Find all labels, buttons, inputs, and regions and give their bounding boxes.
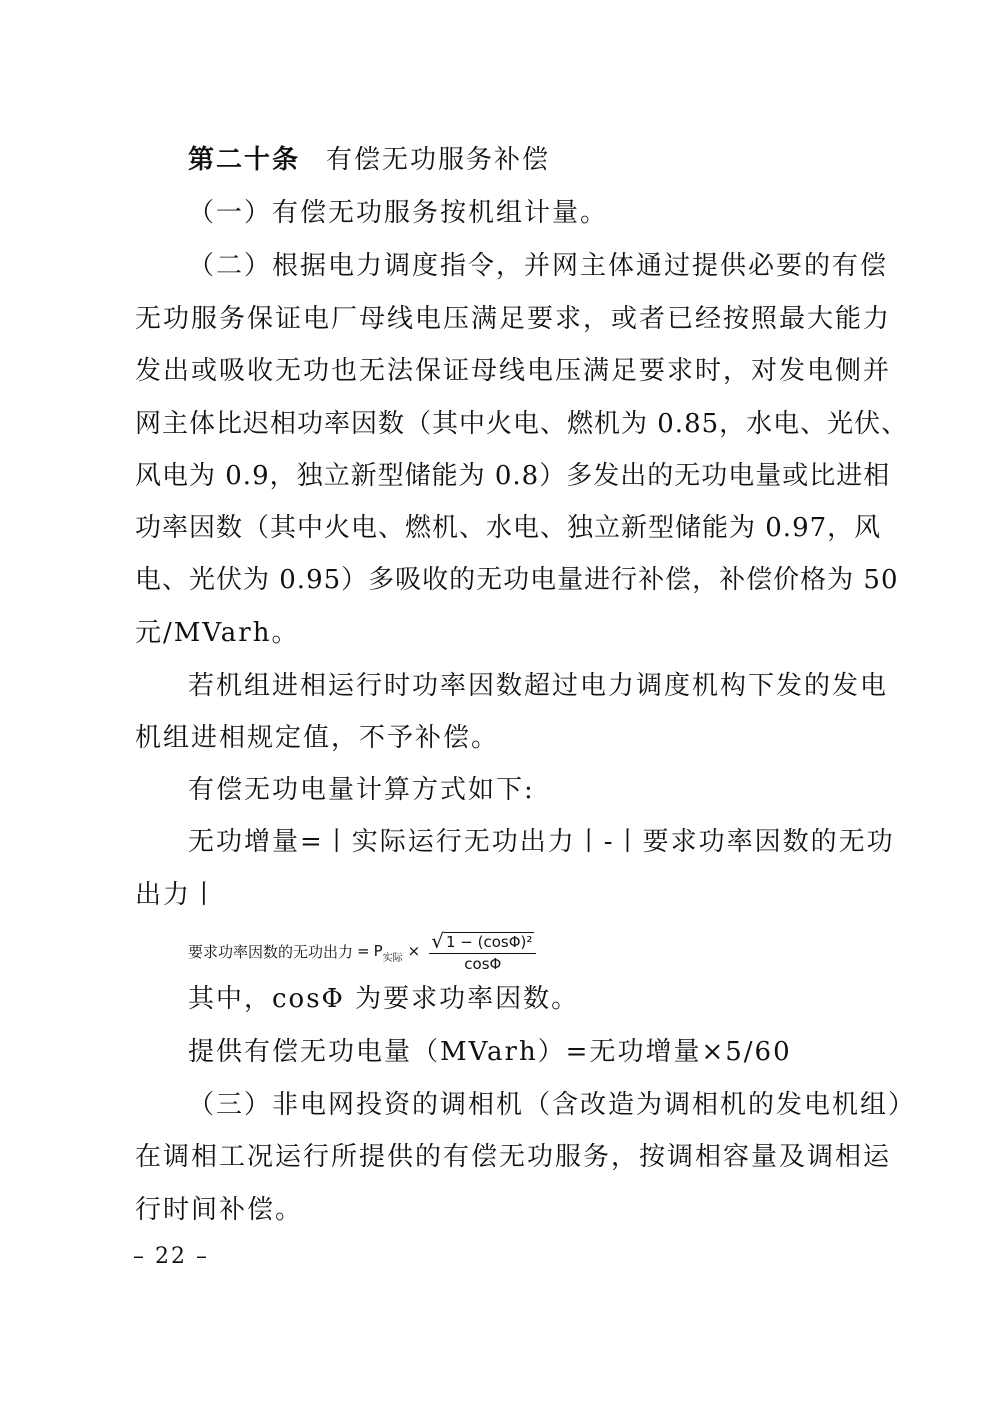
paragraph-line: （一）有偿无功服务按机组计量。 — [188, 198, 609, 228]
paragraph-line: 无功服务保证电厂母线电压满足要求，或者已经按照最大能力 — [135, 304, 892, 334]
paragraph-line: 在调相工况运行所提供的有偿无功服务，按调相容量及调相运 — [135, 1142, 892, 1172]
paragraph-line: 若机组进相运行时功率因数超过电力调度机构下发的发电 — [188, 671, 889, 701]
paragraph-line: 无功增量=丨实际运行无功出力丨-丨要求功率因数的无功 — [188, 827, 895, 857]
paragraph-line: 风电为 0.9，独立新型储能为 0.8）多发出的无功电量或比进相 — [135, 461, 891, 491]
paragraph-line: 功率因数（其中火电、燃机、水电、独立新型储能为 0.97，风 — [135, 513, 882, 543]
paragraph-line: 出力丨 — [135, 880, 220, 910]
paragraph-line: 机组进相规定值，不予补偿。 — [135, 723, 500, 753]
paragraph-line: 电、光伏为 0.95）多吸收的无功电量进行补偿，补偿价格为 50 — [135, 565, 899, 595]
formula-equals: = — [357, 942, 370, 960]
article-heading — [188, 144, 550, 176]
paragraph-line: 网主体比迟相功率因数（其中火电、燃机为 0.85，水电、光伏、 — [135, 409, 909, 439]
paragraph-line: 有偿无功电量计算方式如下: — [188, 775, 535, 805]
sqrt-icon: √ — [431, 928, 444, 953]
formula-fraction — [429, 928, 536, 973]
article-number: 第二十条 — [188, 145, 301, 175]
page-number: – 22 – — [133, 1244, 209, 1269]
formula-times: × — [407, 942, 421, 960]
paragraph-line: 发出或吸收无功也无法保证母线电压满足要求时，对发电侧并 — [135, 356, 892, 386]
paragraph-line: （二）根据电力调度指令，并网主体通过提供必要的有偿 — [188, 251, 889, 281]
formula-numerator — [429, 928, 536, 954]
paragraph-line: 行时间补偿。 — [135, 1195, 304, 1225]
formula-p: P — [373, 942, 383, 960]
paragraph-line: 元/MVarh。 — [135, 618, 300, 648]
paragraph-line: （三）非电网投资的调相机（含改造为调相机的发电机组） — [188, 1090, 917, 1120]
formula-lhs: 要求功率因数的无功出力 — [188, 942, 354, 961]
formula-denominator: cosΦ — [464, 954, 502, 973]
formula-p-subscript: 实际 — [382, 952, 403, 964]
article-title: 有偿无功服务补偿 — [326, 145, 551, 175]
paragraph-line: 提供有偿无功电量（MVarh）=无功增量×5/60 — [188, 1037, 792, 1067]
formula-radicand: 1 − (cosΦ)² — [445, 932, 533, 951]
reactive-power-formula — [188, 926, 536, 976]
paragraph-line: 其中，cosΦ 为要求功率因数。 — [188, 984, 580, 1014]
